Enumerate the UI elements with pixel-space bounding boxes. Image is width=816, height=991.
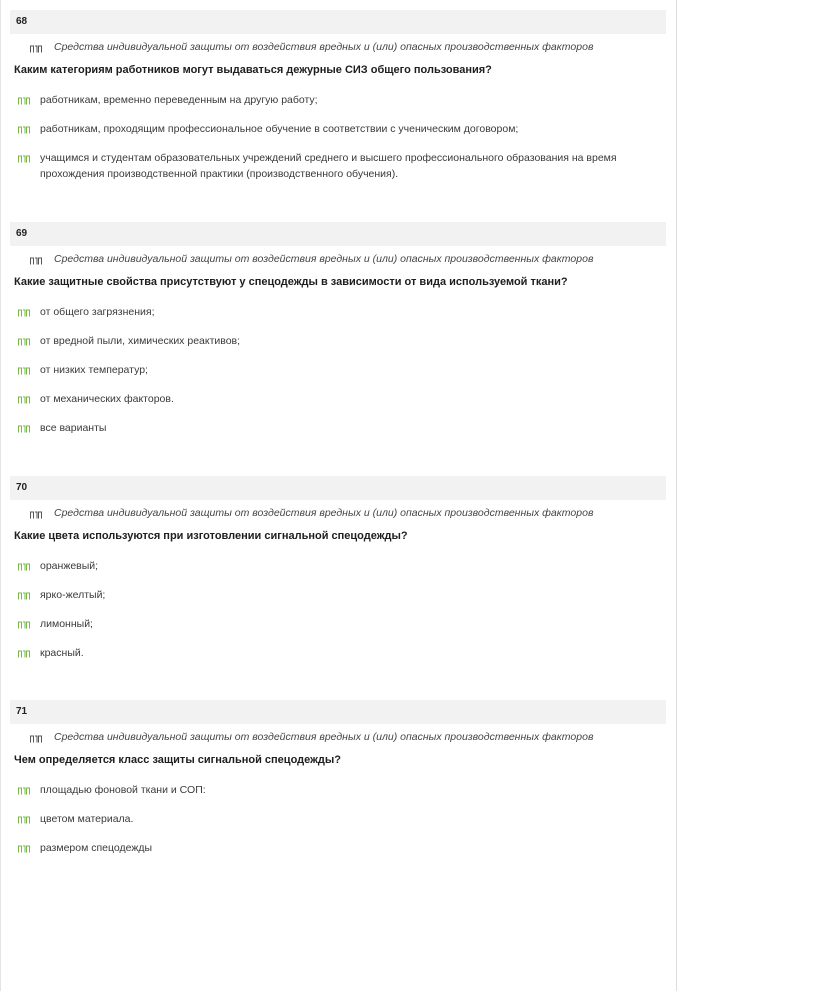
answer-icon bbox=[18, 155, 30, 163]
answer-option[interactable] bbox=[10, 587, 666, 603]
topic-icon bbox=[30, 735, 42, 743]
question-69 bbox=[10, 222, 666, 449]
question-number: 68 bbox=[16, 16, 28, 27]
question-71 bbox=[10, 700, 666, 869]
answer-option[interactable] bbox=[10, 558, 666, 574]
answer-text: красный. bbox=[40, 647, 84, 659]
question-header bbox=[10, 700, 666, 724]
question-number: 69 bbox=[16, 228, 28, 239]
answer-icon bbox=[18, 367, 30, 375]
answer-option[interactable] bbox=[10, 420, 666, 436]
answer-option[interactable] bbox=[10, 616, 666, 632]
answer-text: площадью фоновой ткани и СОП: bbox=[40, 784, 206, 796]
topic-icon bbox=[30, 257, 42, 265]
answer-option[interactable] bbox=[10, 304, 666, 320]
answer-text: ярко-желтый; bbox=[40, 589, 106, 601]
answer-list bbox=[10, 92, 666, 182]
answer-option[interactable] bbox=[10, 150, 666, 182]
question-68 bbox=[10, 10, 666, 195]
answer-text: от низких температур; bbox=[40, 364, 148, 376]
answer-icon bbox=[18, 592, 30, 600]
answer-icon bbox=[18, 563, 30, 571]
answer-option[interactable] bbox=[10, 333, 666, 349]
answer-icon bbox=[18, 309, 30, 317]
answer-option[interactable] bbox=[10, 840, 666, 856]
topic-icon bbox=[30, 45, 42, 53]
answer-text: работникам, проходящим профессиональное обучение в соответствии с ученическим договором; bbox=[40, 123, 519, 135]
answer-icon bbox=[18, 845, 30, 853]
answer-text: все варианты bbox=[40, 422, 107, 434]
question-header bbox=[10, 222, 666, 246]
answer-option[interactable] bbox=[10, 121, 666, 137]
answer-option[interactable] bbox=[10, 811, 666, 827]
answer-text: размером спецодежды bbox=[40, 842, 153, 854]
answer-text: учащимся и студентам образовательных учреждений среднего и высшего профессионального образования на время прохождения производственной практики (производственного обучения). bbox=[40, 152, 617, 180]
question-70 bbox=[10, 476, 666, 674]
answer-icon bbox=[18, 396, 30, 404]
topic-text: Средства индивидуальной защиты от воздействия вредных и (или) опасных производственных факторов bbox=[54, 253, 594, 265]
answer-option[interactable] bbox=[10, 362, 666, 378]
answer-text: от механических факторов. bbox=[40, 393, 174, 405]
answer-icon bbox=[18, 97, 30, 105]
answer-text: работникам, временно переведенным на другую работу; bbox=[40, 94, 318, 106]
answer-list bbox=[10, 782, 666, 856]
answer-text: лимонный; bbox=[40, 618, 93, 630]
answer-icon bbox=[18, 338, 30, 346]
answer-option[interactable] bbox=[10, 92, 666, 108]
answer-option[interactable] bbox=[10, 782, 666, 798]
answer-icon bbox=[18, 787, 30, 795]
answer-text: цветом материала. bbox=[40, 813, 134, 825]
topic-row bbox=[10, 252, 666, 268]
question-text: Каким категориям работников могут выдаваться дежурные СИЗ общего пользования? bbox=[14, 64, 492, 76]
answer-option[interactable] bbox=[10, 645, 666, 661]
question-header bbox=[10, 476, 666, 500]
topic-row bbox=[10, 506, 666, 522]
question-number: 71 bbox=[16, 706, 28, 717]
topic-text: Средства индивидуальной защиты от воздействия вредных и (или) опасных производственных факторов bbox=[54, 41, 594, 53]
answer-text: от вредной пыли, химических реактивов; bbox=[40, 335, 241, 347]
answer-list bbox=[10, 558, 666, 661]
topic-text: Средства индивидуальной защиты от воздействия вредных и (или) опасных производственных факторов bbox=[54, 507, 594, 519]
topic-row bbox=[10, 40, 666, 56]
answer-icon bbox=[18, 816, 30, 824]
answer-option[interactable] bbox=[10, 391, 666, 407]
page-right-border bbox=[676, 0, 677, 991]
answer-list bbox=[10, 304, 666, 436]
question-number: 70 bbox=[16, 482, 28, 493]
answer-icon bbox=[18, 621, 30, 629]
question-header bbox=[10, 10, 666, 34]
page-left-border bbox=[0, 0, 1, 991]
answer-text: от общего загрязнения; bbox=[40, 306, 155, 318]
answer-text: оранжевый; bbox=[40, 560, 99, 572]
question-text: Какие защитные свойства присутствуют у спецодежды в зависимости от вида используемой ткани? bbox=[14, 276, 568, 288]
topic-icon bbox=[30, 511, 42, 519]
answer-icon bbox=[18, 650, 30, 658]
topic-row bbox=[10, 730, 666, 746]
question-text: Чем определяется класс защиты сигнальной спецодежды? bbox=[14, 754, 341, 766]
answer-icon bbox=[18, 126, 30, 134]
topic-text: Средства индивидуальной защиты от воздействия вредных и (или) опасных производственных факторов bbox=[54, 731, 594, 743]
question-text: Какие цвета используются при изготовлении сигнальной спецодежды? bbox=[14, 530, 408, 542]
answer-icon bbox=[18, 425, 30, 433]
